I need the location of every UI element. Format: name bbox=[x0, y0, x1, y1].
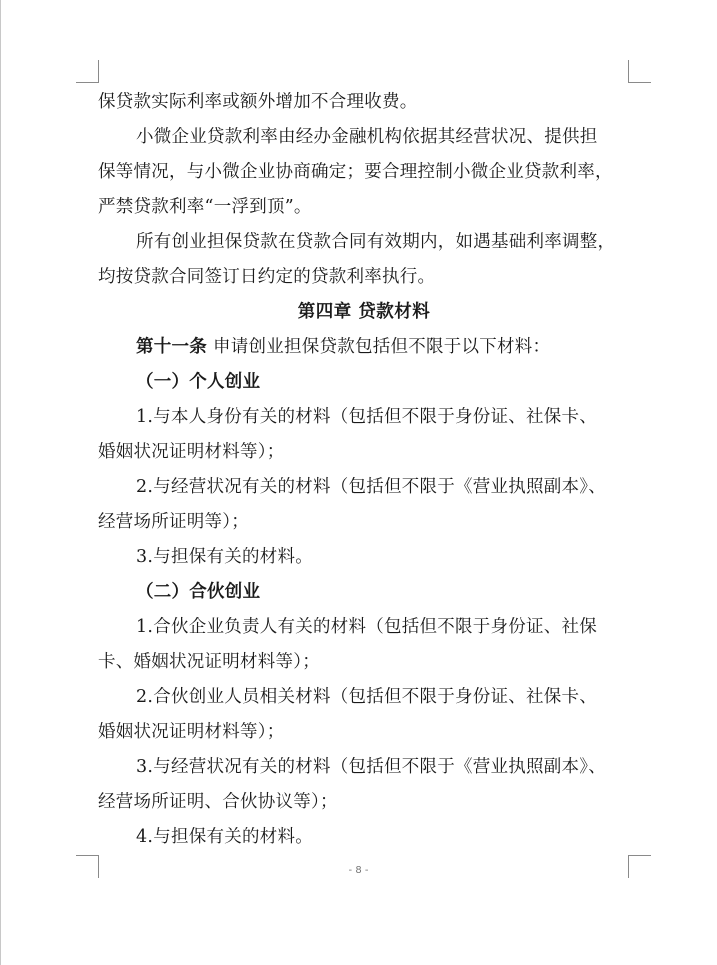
paragraph-line: 均按贷款合同签订日约定的贷款利率执行。 bbox=[98, 267, 436, 287]
list-item: 1.与本人身份有关的材料（包括但不限于身份证、社保卡、 bbox=[136, 407, 597, 427]
paragraph-line: 保贷款实际利率或额外增加不合理收费。 bbox=[98, 92, 418, 112]
paragraph-line: 所有创业担保贷款在贷款合同有效期内，如遇基础利率调整， bbox=[136, 232, 616, 252]
list-item-continuation: 经营场所证明等）； bbox=[98, 512, 249, 532]
list-item-continuation: 卡、婚姻状况证明材料等）； bbox=[98, 652, 320, 672]
chapter-heading: 第四章 贷款材料 bbox=[297, 302, 431, 322]
list-item: 2.合伙创业人员相关材料（包括但不限于身份证、社保卡、 bbox=[136, 687, 597, 707]
paragraph-line: 严禁贷款利率“一浮到顶”。 bbox=[98, 197, 312, 217]
paragraph-line: 小微企业贷款利率由经办金融机构依据其经营状况、提供担 bbox=[136, 127, 598, 147]
list-item: 1.合伙企业负责人有关的材料（包括但不限于身份证、社保 bbox=[136, 617, 597, 637]
crop-mark-top-left bbox=[76, 60, 99, 83]
list-item: 3.与经营状况有关的材料（包括但不限于《营业执照副本》、 bbox=[136, 757, 606, 777]
document-body bbox=[98, 85, 630, 855]
list-item: 3.与担保有关的材料。 bbox=[136, 547, 313, 567]
article-text: 申请创业担保贷款包括但不限于以下材料： bbox=[213, 337, 551, 357]
paragraph-line: 保等情况，与小微企业协商确定；要合理控制小微企业贷款利率， bbox=[98, 162, 613, 182]
section-heading-individual: （一）个人创业 bbox=[136, 372, 261, 392]
list-item: 4.与担保有关的材料。 bbox=[136, 827, 313, 847]
list-item-continuation: 婚姻状况证明材料等）； bbox=[98, 722, 285, 742]
list-item: 2.与经营状况有关的材料（包括但不限于《营业执照副本》、 bbox=[136, 477, 606, 497]
section-heading-partnership: （二）合伙创业 bbox=[136, 582, 261, 602]
list-item-continuation: 婚姻状况证明材料等）； bbox=[98, 442, 285, 462]
article-line bbox=[98, 330, 630, 365]
list-item-continuation: 经营场所证明、合伙协议等）； bbox=[98, 792, 338, 812]
crop-mark-top-right bbox=[628, 60, 651, 83]
page-number: - 8 - bbox=[348, 865, 369, 876]
article-number: 第十一条 bbox=[136, 337, 207, 357]
